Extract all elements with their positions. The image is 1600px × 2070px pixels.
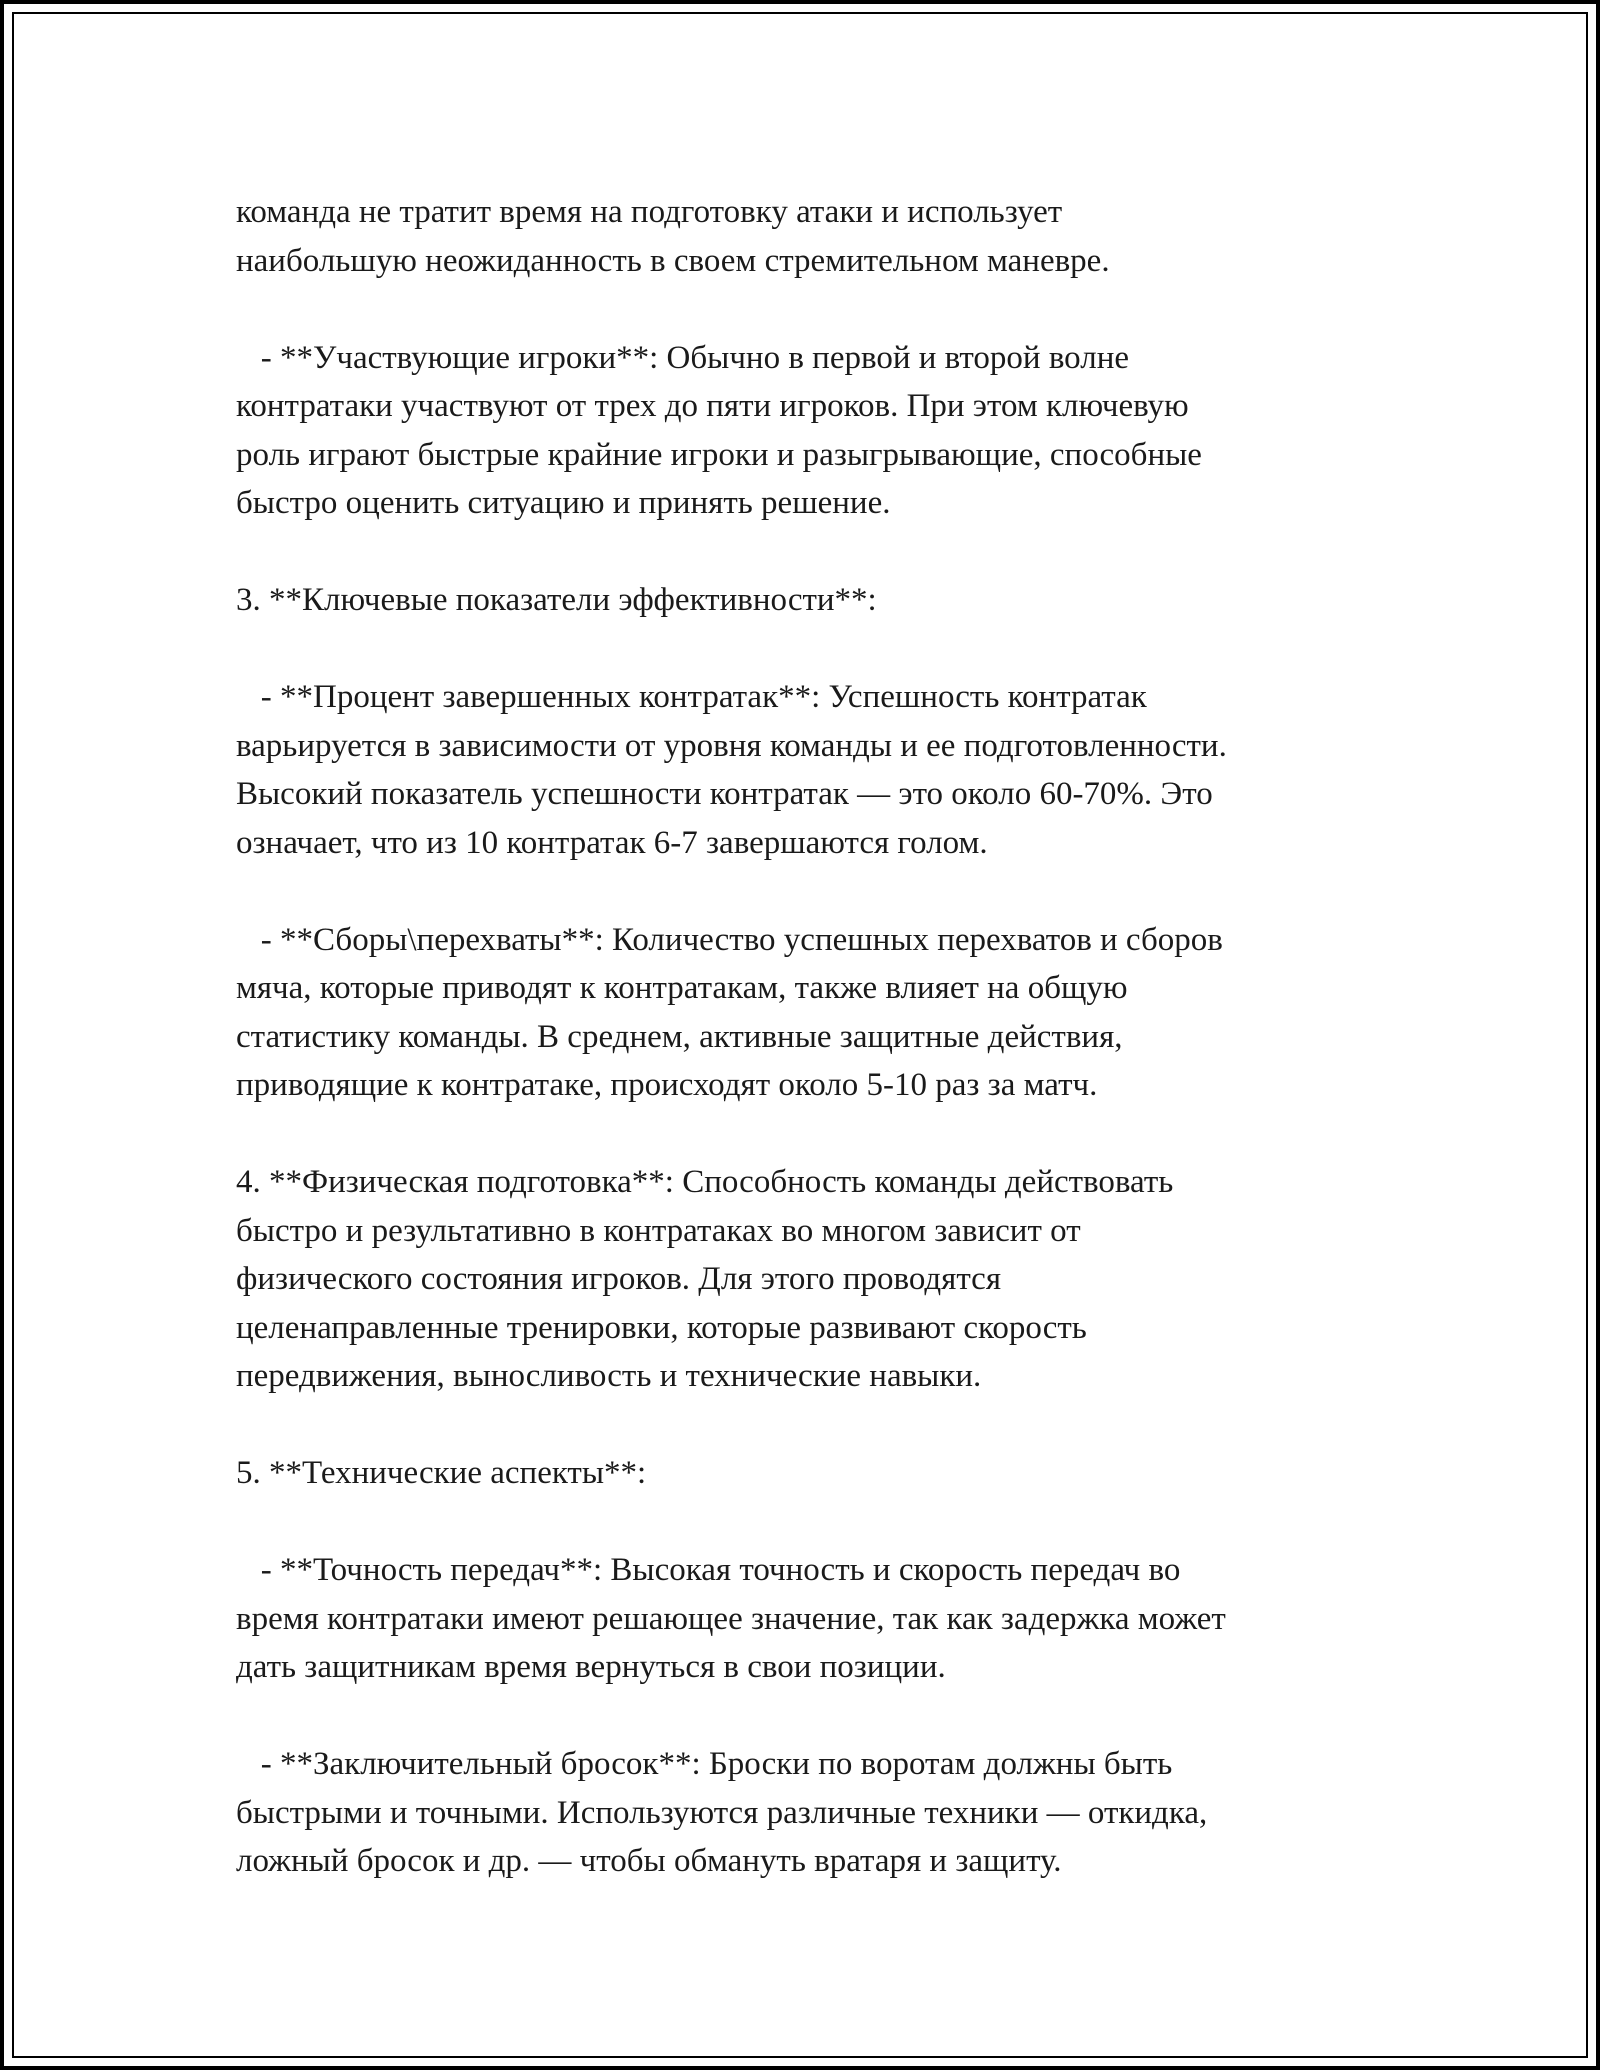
text-line: физического состояния игроков. Для этого проводятся	[236, 1261, 1002, 1297]
paragraph	[236, 1449, 1396, 1498]
text-line: - **Участвующие игроки**: Обычно в первой и второй волне	[236, 339, 1130, 376]
text-line: дать защитникам время вернуться в свои позиции.	[236, 1649, 946, 1685]
text-line: быстрыми и точными. Используются различные техники — откидка,	[236, 1794, 1208, 1831]
paragraph	[236, 334, 1396, 528]
document-body	[236, 188, 1396, 1886]
paragraph	[236, 188, 1396, 285]
paragraph	[236, 576, 1396, 625]
text-line: статистику команды. В среднем, активные защитные действия,	[236, 1018, 1123, 1055]
text-line: - **Точность передач**: Высокая точность и скорость передач во	[236, 1552, 1181, 1588]
text-line: приводящие к контратаке, происходят около 5-10 раз за матч.	[236, 1067, 1098, 1103]
text-line: команда не тратит время на подготовку атаки и использует	[236, 194, 1063, 230]
text-line: контратаки участвуют от трех до пяти игроков. При этом ключевую	[236, 388, 1189, 424]
text-line: 3. **Ключевые показатели эффективности**:	[236, 582, 877, 618]
paragraph	[236, 673, 1396, 867]
text-line: Высокий показатель успешности контратак — это около 60-70%. Это	[236, 776, 1213, 812]
paragraph	[236, 916, 1396, 1110]
text-line: означает, что из 10 контратак 6-7 завершаются голом.	[236, 824, 988, 861]
text-line: 4. **Физическая подготовка**: Способность команды действовать	[236, 1164, 1174, 1200]
text-line: время контратаки имеют решающее значение, так как задержка может	[236, 1600, 1226, 1637]
text-line: передвижения, выносливость и технические навыки.	[236, 1358, 982, 1394]
text-line: роль играют быстрые крайние игроки и разыгрывающие, способные	[236, 436, 1202, 473]
text-line: ложный бросок и др. — чтобы обмануть вратаря и защиту.	[236, 1843, 1062, 1879]
text-line: - **Процент завершенных контратак**: Успешность контратак	[236, 679, 1147, 715]
text-line: 5. **Технические аспекты**:	[236, 1455, 647, 1491]
text-line: - **Заключительный бросок**: Броски по воротам должны быть	[236, 1746, 1173, 1782]
paragraph	[236, 1546, 1396, 1692]
text-line: наибольшую неожиданность в своем стремительном маневре.	[236, 242, 1110, 279]
paragraph	[236, 1740, 1396, 1886]
paragraph	[236, 1158, 1396, 1401]
text-line: быстро и результативно в контратаках во многом зависит от	[236, 1212, 1081, 1249]
text-line: - **Сборы\перехваты**: Количество успешных перехватов и сборов	[236, 921, 1223, 958]
text-line: целенаправленные тренировки, которые развивают скорость	[236, 1309, 1087, 1346]
text-line: мяча, которые приводят к контратакам, также влияет на общую	[236, 970, 1128, 1006]
text-line: варьируется в зависимости от уровня команды и ее подготовленности.	[236, 727, 1227, 764]
text-line: быстро оценить ситуацию и принять решение.	[236, 485, 891, 521]
